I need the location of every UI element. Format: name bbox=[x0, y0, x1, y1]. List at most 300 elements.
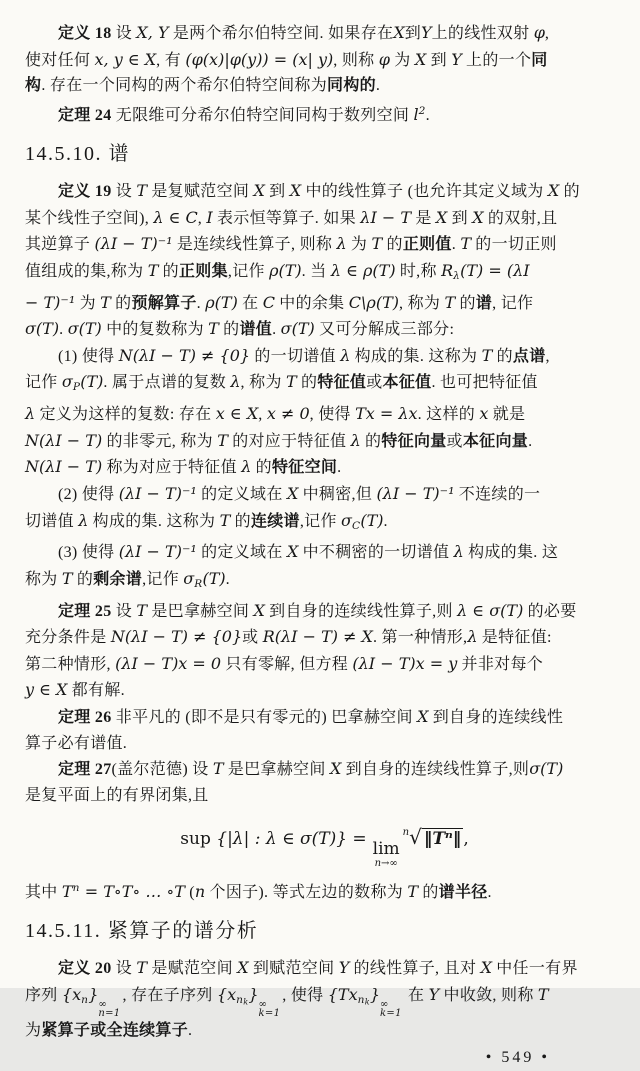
text-line bbox=[25, 566, 624, 598]
bold-term: 特征值 bbox=[317, 374, 367, 392]
text-segment: n bbox=[81, 993, 89, 1006]
bold-term: 正则值 bbox=[402, 236, 452, 254]
math-expression: T bbox=[61, 881, 73, 901]
text-segment: 并非对每个 bbox=[457, 655, 544, 673]
text-segment: 的定义域在 bbox=[196, 486, 287, 504]
text-segment: . bbox=[425, 106, 430, 124]
text-segment: 为 bbox=[346, 236, 372, 254]
text-line bbox=[25, 1018, 624, 1044]
math-expression: T bbox=[136, 958, 148, 978]
math-expression: Y bbox=[421, 23, 432, 42]
text-line bbox=[25, 343, 624, 370]
math-expression: λ bbox=[25, 404, 36, 424]
text-segment: . 第一种情形, bbox=[372, 629, 468, 647]
text-segment: (3) 使得 bbox=[58, 544, 119, 562]
text-segment: 到赋范空间 bbox=[248, 960, 339, 978]
text-segment: ,记作 bbox=[142, 570, 184, 588]
bold-term: 构 bbox=[25, 77, 42, 95]
math-expression: λI − T bbox=[360, 207, 412, 227]
text-segment: k bbox=[243, 997, 249, 1007]
math-expression: T bbox=[136, 181, 148, 201]
math-expression: x ≠ 0 bbox=[266, 404, 310, 424]
lim-label: lim bbox=[372, 839, 400, 860]
paragraph-spectral-radius bbox=[25, 876, 624, 905]
math-expression: } bbox=[88, 984, 99, 1004]
math-expression: N(λI − T) bbox=[25, 430, 103, 450]
math-expression: T bbox=[537, 984, 549, 1004]
math-expression: R(λI − T) ≠ X bbox=[262, 627, 373, 647]
text-segment: 的非零元, 称为 bbox=[102, 432, 218, 450]
math-expression: C bbox=[262, 292, 275, 312]
text-segment: 值组成的集,称为 bbox=[25, 262, 148, 280]
math-expression: (T) = (λI bbox=[460, 260, 530, 280]
text-segment: k bbox=[364, 997, 370, 1007]
text-segment: 定义为这样的复数: 存在 bbox=[35, 406, 216, 424]
text-line bbox=[25, 454, 624, 481]
text-segment: . bbox=[337, 459, 342, 477]
math-expression: λ bbox=[230, 372, 241, 392]
text-segment: ,记作 bbox=[299, 512, 342, 530]
math-expression: λ bbox=[241, 457, 252, 477]
text-segment: 的线性算子, 且对 bbox=[349, 960, 481, 978]
operator-norm-radicand: ‖Tⁿ‖ bbox=[423, 829, 462, 850]
text-segment: , bbox=[258, 406, 267, 424]
text-segment: 使对任何 bbox=[25, 51, 95, 69]
text-segment bbox=[259, 1000, 281, 1018]
math-expression: X bbox=[329, 759, 342, 779]
text-segment: 的 bbox=[230, 512, 251, 530]
text-segment: 为 bbox=[75, 294, 101, 312]
math-expression: X bbox=[435, 207, 448, 227]
text-segment: 在 bbox=[403, 986, 429, 1004]
bold-term: 特征向量 bbox=[381, 432, 447, 450]
text-segment: , 记作 bbox=[492, 294, 534, 312]
math-expression: T bbox=[219, 510, 231, 530]
text-segment: , 使得 bbox=[282, 986, 328, 1004]
math-expression: Tx = λx bbox=[355, 404, 418, 424]
math-expression: X bbox=[480, 958, 492, 978]
text-segment: . bbox=[196, 294, 206, 312]
text-line bbox=[25, 955, 624, 982]
math-expression: T bbox=[147, 260, 159, 280]
text-segment: 的 bbox=[492, 347, 513, 365]
text-segment: . bbox=[188, 1021, 193, 1039]
text-segment: 的双射,且 bbox=[483, 209, 558, 227]
text-line bbox=[25, 428, 624, 455]
math-expression: T bbox=[208, 319, 219, 339]
text-segment: 的 bbox=[158, 262, 179, 280]
bold-term: 预解算子 bbox=[131, 294, 197, 312]
text-segment: 在 bbox=[237, 294, 263, 312]
bold-term: 连续谱 bbox=[250, 512, 300, 530]
math-expression: T bbox=[460, 234, 471, 254]
text-segment: 的定义域在 bbox=[196, 544, 287, 562]
text-segment: 的一切谱值 bbox=[250, 347, 341, 365]
math-expression: X bbox=[417, 707, 429, 727]
text-segment: 又可分解成三部分: bbox=[314, 321, 455, 339]
math-expression: {x bbox=[216, 984, 237, 1004]
math-expression: σ(T) bbox=[280, 319, 315, 339]
text-segment: . bbox=[487, 883, 492, 901]
superscript: ∞ bbox=[258, 998, 268, 1010]
math-expression: λ bbox=[453, 542, 464, 562]
math-expression: n bbox=[194, 881, 206, 901]
text-segment: 或 bbox=[446, 432, 463, 450]
superscript: ∞ bbox=[380, 998, 389, 1010]
text-segment: 到 bbox=[404, 25, 422, 42]
math-expression: I bbox=[206, 207, 213, 227]
text-segment: 是复平面上的有界闭集,且 bbox=[25, 786, 209, 804]
math-expression: (T) bbox=[202, 568, 226, 588]
text-segment: 到 bbox=[264, 183, 290, 201]
text-segment: . 也可把特征值 bbox=[431, 374, 538, 392]
math-expression: T bbox=[61, 568, 73, 588]
text-segment: 的 bbox=[382, 236, 403, 254]
text-segment: 充分条件是 bbox=[25, 629, 111, 647]
text-segment: n bbox=[236, 993, 244, 1006]
text-segment: . 存在一个同构的两个希尔伯特空间称为 bbox=[41, 77, 328, 95]
text-segment: , 称为 bbox=[240, 374, 287, 392]
text-segment: 表示恒等算子. 如果 bbox=[212, 209, 361, 227]
text-segment: 是两个希尔伯特空间. 如果存在 bbox=[168, 25, 394, 42]
text-segment: 中的线性算子 (也允许其定义域为 bbox=[301, 183, 548, 201]
text-segment: 构成的集. 这称为 bbox=[88, 512, 220, 530]
page-number: • 549 • bbox=[485, 1049, 550, 1067]
text-segment: , 则称 bbox=[333, 51, 379, 69]
text-segment: 无限维可分希尔伯特空间同构于数列空间 bbox=[111, 106, 414, 124]
text-segment: 2 bbox=[418, 104, 426, 117]
math-expression: − T)⁻¹ bbox=[25, 292, 76, 312]
bold-term: 剩余谱 bbox=[93, 570, 143, 588]
text-segment: 设 bbox=[111, 183, 137, 201]
radical-sign: √ bbox=[409, 825, 422, 850]
math-expression: x, y ∈ X bbox=[94, 49, 157, 69]
math-expression: x ∈ X bbox=[215, 404, 259, 424]
bold-term: 本征向量 bbox=[462, 432, 529, 450]
math-expression: (λI − T)x = y bbox=[352, 653, 458, 673]
spectrum-set-expression: {|λ| : λ ∈ σ(T)} = bbox=[210, 829, 367, 850]
text-segment: ,记作 bbox=[227, 262, 270, 280]
math-expression: λ bbox=[336, 234, 347, 254]
bold-term: 定理 25 bbox=[58, 602, 112, 620]
math-expression: σ bbox=[183, 568, 195, 588]
math-expression: y ∈ X bbox=[25, 680, 68, 700]
paragraph-def-19-and-spectrum bbox=[25, 178, 624, 808]
bold-term: 点谱 bbox=[512, 347, 546, 365]
text-segment: 到自身的连续线性算子,则 bbox=[264, 602, 458, 620]
text-segment: 设 bbox=[111, 602, 137, 620]
subscript: k=1 bbox=[258, 1007, 281, 1019]
bold-term: 谱 bbox=[475, 294, 493, 312]
text-line bbox=[25, 624, 624, 651]
text-segment: 到 bbox=[426, 51, 452, 69]
text-line bbox=[25, 677, 624, 704]
text-segment: ( bbox=[184, 883, 195, 901]
limit-operator bbox=[373, 841, 400, 869]
text-segment: 设 bbox=[111, 25, 137, 42]
text-segment: 构成的集. 这称为 bbox=[350, 347, 482, 365]
text-line bbox=[25, 178, 624, 205]
bold-term: 定理 27 bbox=[58, 761, 112, 779]
text-segment: 就是 bbox=[488, 406, 526, 424]
math-expression: σ(T) bbox=[67, 319, 102, 339]
text-segment: 的 bbox=[251, 459, 272, 477]
text-segment: . bbox=[528, 432, 533, 450]
math-expression: Y bbox=[338, 958, 350, 978]
lim-subscript: n→∞ bbox=[374, 858, 398, 870]
spectral-radius-formula bbox=[25, 814, 624, 869]
text-segment: 记作 bbox=[25, 374, 62, 392]
text-segment: . bbox=[451, 236, 461, 254]
text-segment: 上的一个 bbox=[461, 51, 532, 69]
math-expression: x bbox=[479, 404, 489, 424]
math-expression: λ ∈ ρ(T) bbox=[330, 260, 396, 280]
formula-tail-comma: , bbox=[463, 829, 469, 850]
text-segment: 个因子). 等式左边的数称为 bbox=[205, 883, 408, 901]
page-text-content bbox=[25, 20, 624, 1043]
text-segment: 是巴拿赫空间 bbox=[147, 602, 254, 620]
root-index: n bbox=[402, 827, 410, 839]
text-segment: 设 bbox=[111, 960, 137, 978]
text-segment: n bbox=[72, 881, 80, 894]
text-segment: 其中 bbox=[25, 883, 62, 901]
text-segment: 不连续的一 bbox=[454, 486, 541, 504]
paragraph-def-20 bbox=[25, 955, 624, 1043]
math-expression: σ bbox=[341, 510, 352, 530]
text-segment: 是连续线性算子, 则称 bbox=[172, 236, 337, 254]
math-expression: (T) bbox=[360, 510, 384, 530]
math-expression: T bbox=[136, 600, 148, 620]
text-segment: 的 bbox=[296, 374, 318, 392]
math-expression: λ bbox=[340, 345, 351, 365]
text-segment: . bbox=[225, 570, 230, 588]
math-expression: } bbox=[248, 984, 259, 1004]
text-line bbox=[25, 539, 624, 566]
math-expression: ρ(T) bbox=[269, 260, 302, 280]
math-expression: X bbox=[414, 49, 427, 69]
bold-term: 定义 19 bbox=[58, 183, 112, 201]
bold-term: 谱半径 bbox=[438, 883, 488, 901]
text-segment: 是巴拿赫空间 bbox=[223, 761, 330, 779]
math-expression: (φ(x)|φ(y)) = (x| y) bbox=[185, 49, 334, 69]
text-segment: 上的线性双射 bbox=[431, 25, 534, 42]
text-line bbox=[25, 731, 624, 757]
math-expression: T bbox=[217, 430, 228, 450]
math-expression: σ(T) bbox=[25, 319, 60, 339]
math-expression: T bbox=[212, 759, 224, 779]
text-line bbox=[25, 481, 624, 508]
math-expression: {Tx bbox=[327, 984, 358, 1004]
math-expression: T bbox=[100, 292, 111, 312]
text-line bbox=[25, 651, 624, 678]
text-segment: 的 bbox=[559, 183, 580, 201]
text-line bbox=[25, 20, 624, 47]
math-expression: X bbox=[253, 600, 265, 620]
text-segment: . bbox=[375, 77, 381, 95]
math-expression: (λI − T)⁻¹ bbox=[118, 484, 197, 504]
math-expression: φ bbox=[533, 23, 545, 42]
section-heading-14-5-11: 14.5.11. 紧算子的谱分析 bbox=[25, 920, 259, 943]
math-expression: (λI − T)⁻¹ bbox=[94, 234, 173, 254]
text-segment: . 当 bbox=[301, 262, 331, 280]
text-line bbox=[25, 205, 624, 232]
text-segment: 中的余集 bbox=[274, 294, 349, 312]
math-expression: {x bbox=[61, 984, 82, 1004]
text-line bbox=[25, 258, 624, 290]
math-expression: T bbox=[444, 292, 456, 312]
bold-term: 同 bbox=[531, 51, 548, 69]
text-segment: 的一切正则 bbox=[471, 236, 557, 254]
text-segment: , 有 bbox=[156, 51, 186, 69]
text-segment: 到自身的连续线性 bbox=[428, 709, 564, 727]
section-heading-14-5-10: 14.5.10. 谱 bbox=[25, 143, 130, 166]
math-expression: σ bbox=[61, 372, 73, 392]
math-expression: (T) bbox=[80, 372, 104, 392]
text-segment: 为 bbox=[25, 1021, 42, 1039]
bold-term: 定义 18 bbox=[58, 25, 112, 42]
text-segment: (2) 使得 bbox=[58, 486, 119, 504]
text-segment: 的 bbox=[360, 432, 382, 450]
math-expression: X bbox=[253, 181, 265, 201]
text-segment: , bbox=[544, 25, 550, 42]
text-segment: 的 bbox=[72, 570, 94, 588]
math-expression: (λI − T)⁻¹ bbox=[118, 542, 197, 562]
math-expression: σ(T) bbox=[529, 759, 564, 779]
text-segment: 是复赋范空间 bbox=[147, 183, 254, 201]
bold-term: 定理 26 bbox=[58, 709, 112, 727]
text-line bbox=[25, 47, 624, 74]
text-segment: 切谱值 bbox=[25, 512, 79, 530]
text-segment: λ bbox=[453, 270, 461, 283]
text-segment: 或 bbox=[242, 629, 263, 647]
bold-term: 谱值 bbox=[239, 321, 273, 339]
math-expression: N(λI − T) bbox=[25, 457, 103, 477]
math-expression: X bbox=[547, 181, 560, 201]
text-segment: 到自身的连续线性算子,则 bbox=[341, 761, 530, 779]
bold-term: 特征空间 bbox=[271, 459, 338, 477]
text-segment: . bbox=[383, 512, 388, 530]
text-line bbox=[25, 401, 624, 428]
text-segment: 为 bbox=[389, 51, 415, 69]
text-segment: 只有零解, 但方程 bbox=[221, 655, 353, 673]
text-segment: 的 bbox=[110, 294, 132, 312]
text-segment: 都有解. bbox=[67, 682, 125, 700]
text-line bbox=[25, 756, 624, 783]
bold-term: 正则集 bbox=[178, 262, 228, 280]
math-expression: λ ∈ C bbox=[153, 207, 198, 227]
text-segment: 或 bbox=[366, 374, 383, 392]
text-segment: . bbox=[272, 321, 281, 339]
math-expression: R bbox=[441, 260, 454, 280]
text-segment: 是 bbox=[411, 209, 436, 227]
text-line bbox=[25, 99, 624, 128]
text-segment bbox=[98, 1000, 120, 1018]
math-expression: = T∘T∘ … ∘T bbox=[79, 881, 185, 901]
math-expression: N(λI − T) ≠ {0} bbox=[110, 627, 243, 647]
math-expression: N(λI − T) ≠ {0} bbox=[118, 345, 251, 365]
text-line bbox=[25, 982, 624, 1018]
bold-term: 紧算子或全连续算子 bbox=[41, 1021, 189, 1039]
math-expression: X bbox=[472, 207, 484, 227]
subscript: k=1 bbox=[380, 1007, 402, 1019]
text-line bbox=[25, 598, 624, 625]
text-segment: 序列 bbox=[25, 986, 62, 1004]
subscript: n=1 bbox=[98, 1007, 121, 1019]
text-segment bbox=[380, 1000, 402, 1018]
text-segment: 称为 bbox=[25, 570, 62, 588]
text-segment: , 使得 bbox=[309, 406, 356, 424]
text-segment: 是特征值: bbox=[477, 629, 552, 647]
math-expression: X bbox=[393, 23, 405, 42]
math-expression: λ ∈ σ(T) bbox=[457, 600, 524, 620]
superscript: ∞ bbox=[98, 998, 108, 1010]
math-expression: Y bbox=[451, 49, 462, 69]
text-segment: (1) 使得 bbox=[58, 347, 119, 365]
bold-term: 定理 24 bbox=[58, 106, 112, 124]
text-segment: 第二种情形, bbox=[25, 655, 116, 673]
text-segment: , bbox=[197, 209, 207, 227]
text-segment: P bbox=[72, 381, 81, 394]
bold-term: 同构的 bbox=[327, 77, 376, 95]
math-expression: λ bbox=[467, 627, 478, 647]
math-expression: λ bbox=[350, 430, 361, 450]
text-segment: 的必要 bbox=[523, 602, 577, 620]
math-expression: l bbox=[413, 104, 419, 124]
text-line bbox=[25, 316, 624, 343]
text-segment: 到 bbox=[447, 209, 473, 227]
text-segment: 某个线性子空间), bbox=[25, 209, 154, 227]
text-line bbox=[25, 290, 624, 317]
math-expression: (λI − T)x = 0 bbox=[115, 653, 222, 673]
text-segment: . 属于点谱的复数 bbox=[103, 374, 231, 392]
bold-term: 本征值 bbox=[382, 374, 432, 392]
text-segment: . 这样的 bbox=[417, 406, 480, 424]
text-segment: 中收敛, 则称 bbox=[439, 986, 538, 1004]
text-line bbox=[25, 369, 624, 401]
text-segment: 中稠密,但 bbox=[298, 486, 377, 504]
text-segment: 的对应于特征值 bbox=[227, 432, 351, 450]
text-segment: 是赋范空间 bbox=[147, 960, 238, 978]
text-segment: R bbox=[194, 578, 203, 591]
text-segment: 称为对应于特征值 bbox=[102, 459, 242, 477]
math-expression: φ bbox=[378, 49, 390, 69]
math-expression: (λI − T)⁻¹ bbox=[376, 484, 455, 504]
math-expression: X bbox=[286, 484, 299, 504]
math-expression: } bbox=[369, 984, 381, 1004]
text-segment: . bbox=[59, 321, 68, 339]
math-expression: T bbox=[407, 881, 419, 901]
text-segment: , bbox=[545, 347, 550, 365]
text-line bbox=[25, 783, 624, 809]
math-expression: C\ρ(T) bbox=[348, 292, 399, 312]
math-expression: λ bbox=[78, 510, 89, 530]
text-segment: 的 bbox=[218, 321, 240, 339]
math-expression: Y bbox=[428, 984, 440, 1004]
math-expression: T bbox=[286, 372, 297, 392]
text-line bbox=[25, 704, 624, 731]
text-segment: C bbox=[351, 519, 361, 532]
math-expression: X bbox=[237, 958, 249, 978]
text-line bbox=[25, 508, 624, 540]
text-segment: n bbox=[357, 993, 365, 1006]
text-segment: , 称为 bbox=[399, 294, 445, 312]
math-expression: T bbox=[481, 345, 493, 365]
text-line bbox=[25, 73, 624, 99]
text-segment: , 存在子序列 bbox=[122, 986, 217, 1004]
text-segment: 时,称 bbox=[395, 262, 442, 280]
math-expression: T bbox=[371, 234, 383, 254]
text-line bbox=[25, 876, 624, 905]
